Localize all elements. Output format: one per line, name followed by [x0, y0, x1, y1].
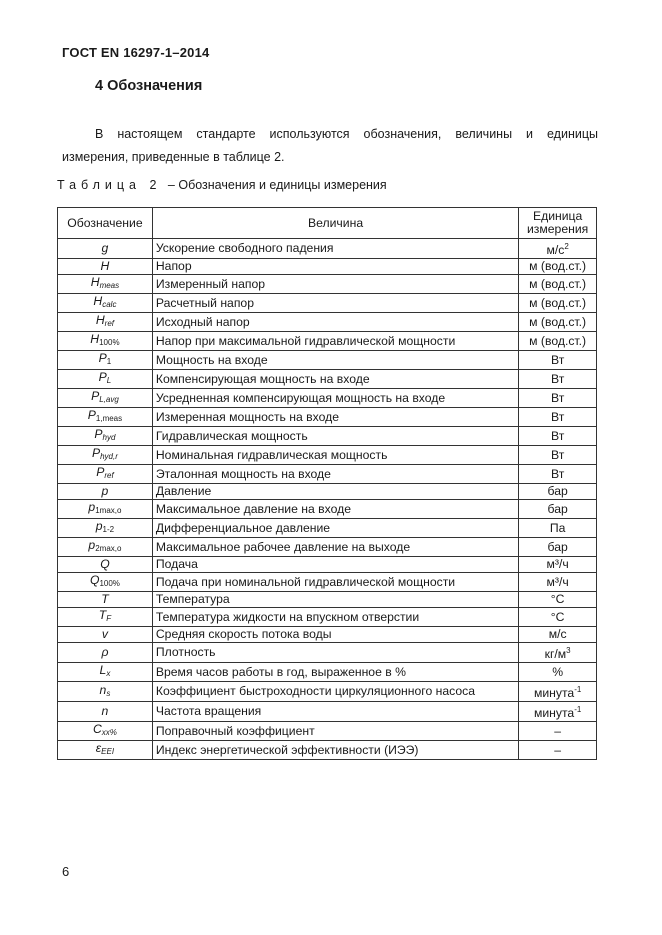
table-row	[58, 427, 597, 446]
unit-cell	[519, 741, 597, 760]
unit-cell	[519, 592, 597, 608]
symbol-letter: P	[94, 427, 103, 441]
unit-cell	[519, 573, 597, 592]
symbol-letter: n	[99, 682, 107, 697]
symbol-letter: H	[95, 313, 105, 327]
quantity-cell: Время часов работы в год, выраженное в %	[152, 663, 518, 682]
symbol-letter: L	[99, 663, 107, 677]
symbol-subscript: ref	[104, 471, 114, 480]
unit-cell	[519, 427, 597, 446]
symbol-letter: ε	[95, 741, 102, 755]
unit-cell	[519, 275, 597, 294]
table-caption-label: Таблица 2	[57, 178, 162, 192]
symbol-cell	[58, 519, 153, 538]
symbol-cell	[58, 682, 153, 702]
unit-cell	[519, 446, 597, 465]
table-row	[58, 500, 597, 519]
symbol-cell	[58, 557, 153, 573]
table-header-row	[58, 208, 597, 239]
symbol-letter: H	[90, 332, 100, 346]
table-row	[58, 538, 597, 557]
table-caption-text: – Обозначения и единицы измерения	[167, 178, 387, 192]
unit-cell	[519, 538, 597, 557]
table-body	[58, 239, 597, 760]
symbol-cell	[58, 643, 153, 663]
symbol-cell	[58, 259, 153, 275]
symbol-letter: p	[101, 484, 109, 498]
unit-cell	[519, 643, 597, 663]
table-row	[58, 239, 597, 259]
unit-text: бар	[547, 539, 568, 554]
unit-cell	[519, 351, 597, 370]
quantity-cell: Мощность на входе	[152, 351, 518, 370]
quantity-cell: Максимальное рабочее давление на выходе	[152, 538, 518, 557]
table-row	[58, 259, 597, 275]
symbol-subscript: calc	[102, 300, 117, 309]
page-number: 6	[62, 864, 70, 879]
unit-cell	[519, 722, 597, 741]
unit-cell	[519, 389, 597, 408]
quantity-cell: Максимальное давление на входе	[152, 500, 518, 519]
table-row	[58, 682, 597, 702]
intro-paragraph	[62, 123, 598, 169]
symbol-cell	[58, 608, 153, 627]
unit-text: м/с	[548, 627, 567, 641]
table-row	[58, 643, 597, 663]
quantity-cell: Эталонная мощность на входе	[152, 465, 518, 484]
symbol-cell	[58, 389, 153, 408]
symbol-subscript: L,avg	[99, 395, 119, 404]
unit-cell	[519, 408, 597, 427]
unit-text: кг/м	[544, 647, 567, 661]
symbol-letter: Q	[89, 573, 100, 587]
quantity-cell: Подача	[152, 557, 518, 573]
symbol-letter: p	[88, 500, 96, 514]
symbol-cell	[58, 332, 153, 351]
table-row	[58, 519, 597, 538]
unit-superscript: -1	[574, 685, 582, 694]
unit-superscript: 3	[566, 646, 571, 655]
symbol-cell	[58, 275, 153, 294]
symbol-subscript: xx%	[101, 728, 117, 737]
quantity-cell: Измеренная мощность на входе	[152, 408, 518, 427]
unit-text: Вт	[550, 409, 565, 424]
document-code: ГОСТ EN 16297-1–2014	[62, 45, 210, 60]
quantity-cell: Компенсирующая мощность на входе	[152, 370, 518, 389]
symbol-letter: P	[96, 465, 105, 479]
unit-text: Вт	[550, 371, 565, 386]
col-header-quantity: Величина	[152, 208, 518, 239]
symbol-subscript: F	[106, 614, 112, 623]
unit-text: Вт	[550, 447, 565, 462]
quantity-cell: Гидравлическая мощность	[152, 427, 518, 446]
quantity-cell: Расчетный напор	[152, 294, 518, 313]
unit-text: м (вод.ст.)	[529, 295, 587, 310]
symbol-subscript: meas	[99, 281, 120, 290]
quantity-cell: Номинальная гидравлическая мощность	[152, 446, 518, 465]
symbol-cell	[58, 408, 153, 427]
unit-text: Вт	[550, 352, 565, 367]
symbol-letter: P	[98, 351, 107, 365]
table-row	[58, 370, 597, 389]
table-row	[58, 294, 597, 313]
symbol-cell	[58, 351, 153, 370]
unit-cell	[519, 608, 597, 627]
unit-text: %	[552, 664, 564, 679]
symbol-letter: P	[91, 389, 100, 403]
unit-text: Вт	[550, 428, 565, 443]
unit-cell	[519, 663, 597, 682]
unit-cell	[519, 557, 597, 573]
unit-cell	[519, 313, 597, 332]
symbol-letter: H	[100, 259, 110, 273]
unit-text: –	[554, 742, 562, 757]
unit-text: м/с	[546, 243, 565, 257]
unit-text: °С	[550, 592, 565, 606]
unit-superscript: -1	[574, 705, 582, 714]
symbol-cell	[58, 370, 153, 389]
symbol-letter: P	[91, 446, 101, 460]
table-row	[58, 741, 597, 760]
unit-text: бар	[547, 501, 568, 516]
quantity-cell: Индекс энергетической эффективности (ИЭЭ)	[152, 741, 518, 760]
symbol-letter: g	[101, 241, 109, 255]
quantity-cell: Плотность	[152, 643, 518, 663]
symbol-letter: H	[90, 275, 100, 289]
symbol-subscript: 1	[106, 357, 112, 366]
symbol-cell	[58, 500, 153, 519]
unit-text: бар	[547, 484, 568, 498]
unit-text: м³/ч	[546, 574, 569, 589]
symbol-cell	[58, 663, 153, 682]
section-title: 4 Обозначения	[95, 78, 203, 94]
symbol-subscript: ref	[104, 319, 115, 328]
quantity-cell: Подача при номинальной гидравлической мощности	[152, 573, 518, 592]
unit-text: м (вод.ст.)	[529, 276, 587, 291]
symbol-cell	[58, 722, 153, 741]
unit-text: °С	[550, 609, 565, 624]
symbol-letter: P	[98, 370, 107, 384]
symbol-letter: C	[92, 722, 102, 736]
col-header-symbol: Обозначение	[58, 208, 153, 239]
quantity-cell: Напор при максимальной гидравлической мощности	[152, 332, 518, 351]
unit-text: минута	[533, 686, 575, 700]
table-row	[58, 332, 597, 351]
unit-text: м³/ч	[546, 557, 569, 571]
table-row	[58, 465, 597, 484]
unit-text: Вт	[550, 390, 565, 405]
quantity-cell: Давление	[152, 484, 518, 500]
symbol-cell	[58, 313, 153, 332]
symbol-subscript: hyd	[102, 433, 116, 442]
unit-cell	[519, 519, 597, 538]
unit-text: –	[554, 723, 562, 738]
symbol-subscript: 1,meas	[95, 414, 123, 423]
unit-text: м (вод.ст.)	[529, 259, 587, 273]
symbol-subscript: L	[106, 376, 112, 385]
quantity-cell: Ускорение свободного падения	[152, 239, 518, 259]
symbol-letter: v	[101, 627, 108, 641]
symbol-letter: T	[98, 608, 107, 622]
unit-cell	[519, 370, 597, 389]
table-row	[58, 351, 597, 370]
symbol-letter: p	[95, 519, 103, 533]
symbol-letter: p	[88, 538, 96, 552]
symbol-cell	[58, 427, 153, 446]
unit-cell	[519, 294, 597, 313]
table-row	[58, 408, 597, 427]
table-caption	[57, 178, 387, 192]
symbol-letter: n	[101, 704, 109, 718]
symbol-cell	[58, 627, 153, 643]
unit-cell	[519, 484, 597, 500]
quantity-cell: Температура жидкости на впускном отверстии	[152, 608, 518, 627]
symbol-subscript: 100%	[99, 579, 120, 588]
table-row	[58, 557, 597, 573]
table-row	[58, 573, 597, 592]
symbol-subscript: s	[106, 688, 111, 698]
quantity-cell: Дифференциальное давление	[152, 519, 518, 538]
symbol-cell	[58, 465, 153, 484]
intro-line-2: измерения, приведенные в таблице 2.	[62, 150, 285, 164]
symbols-table	[57, 207, 597, 760]
symbol-cell	[58, 239, 153, 259]
quantity-cell: Средняя скорость потока воды	[152, 627, 518, 643]
unit-text: минута	[533, 706, 575, 720]
symbol-cell	[58, 446, 153, 465]
symbol-subscript: 1-2	[102, 525, 115, 534]
symbol-letter: ρ	[101, 645, 109, 659]
unit-cell	[519, 702, 597, 722]
symbol-subscript: 2max,o	[95, 544, 122, 553]
unit-superscript: 2	[564, 242, 569, 251]
table-row	[58, 446, 597, 465]
table-row	[58, 722, 597, 741]
unit-text: м (вод.ст.)	[529, 333, 587, 348]
symbol-subscript: hyd,r	[100, 452, 118, 461]
quantity-cell: Исходный напор	[152, 313, 518, 332]
symbol-subscript: 1max,o	[95, 506, 122, 515]
symbol-subscript: x	[106, 669, 111, 678]
unit-cell	[519, 682, 597, 702]
quantity-cell: Частота вращения	[152, 702, 518, 722]
table-row	[58, 592, 597, 608]
symbol-letter: T	[101, 592, 109, 606]
unit-cell	[519, 332, 597, 351]
unit-cell	[519, 500, 597, 519]
table-row	[58, 608, 597, 627]
unit-text: Вт	[550, 466, 565, 481]
table-row	[58, 627, 597, 643]
quantity-cell: Усредненная компенсирующая мощность на входе	[152, 389, 518, 408]
symbol-cell	[58, 538, 153, 557]
table-row	[58, 663, 597, 682]
table-row	[58, 389, 597, 408]
symbol-cell	[58, 702, 153, 722]
symbol-letter: P	[87, 408, 96, 422]
symbol-cell	[58, 592, 153, 608]
quantity-cell: Поправочный коэффициент	[152, 722, 518, 741]
table-row	[58, 702, 597, 722]
symbol-cell	[58, 294, 153, 313]
symbol-letter: H	[93, 294, 103, 308]
unit-text: м (вод.ст.)	[529, 314, 587, 329]
symbol-cell	[58, 484, 153, 500]
symbol-subscript: EEI	[101, 747, 115, 756]
quantity-cell: Измеренный напор	[152, 275, 518, 294]
table-row	[58, 313, 597, 332]
quantity-cell: Напор	[152, 259, 518, 275]
unit-cell	[519, 627, 597, 643]
col-header-unit: Единица измерения	[519, 208, 597, 239]
symbol-cell	[58, 573, 153, 592]
table-row	[58, 275, 597, 294]
quantity-cell: Коэффициент быстроходности циркуляционного насоса	[152, 682, 518, 702]
unit-text: Па	[549, 520, 566, 535]
symbol-cell	[58, 741, 153, 760]
unit-cell	[519, 465, 597, 484]
intro-line-1: В настоящем стандарте используются обозначения, величины и единицы	[95, 127, 598, 141]
table-row	[58, 484, 597, 500]
symbol-letter: Q	[100, 557, 110, 571]
unit-cell	[519, 259, 597, 275]
unit-cell	[519, 239, 597, 259]
quantity-cell: Температура	[152, 592, 518, 608]
symbol-subscript: 100%	[99, 338, 120, 347]
